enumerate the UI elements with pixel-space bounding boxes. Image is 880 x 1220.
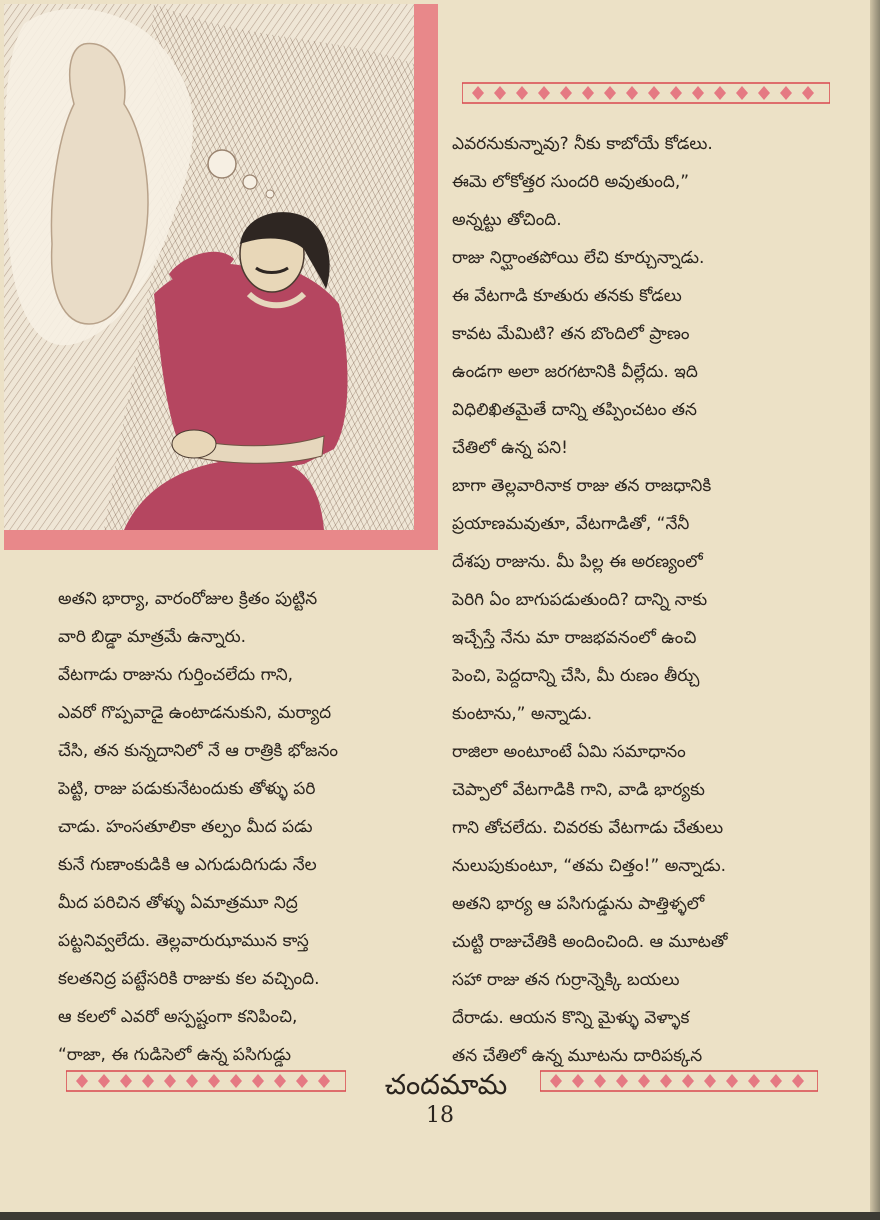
text-line: చుట్టి రాజుచేతికి అందించింది. ఆ మూటతో (452, 932, 728, 952)
text-line: ఎవరనుకున్నావు? నీకు కాబోయే కోడలు. (452, 134, 713, 154)
text-line: తన చేతిలో ఉన్న మూటను దారిపక్కన (452, 1046, 703, 1066)
text-line: ఇచ్చేస్తే నేను మా రాజభవనంలో ఉంచి (452, 628, 697, 648)
decorative-border-footer-right (540, 1070, 818, 1092)
text-line: రాజిలా అంటూంటే ఏమి సమాధానం (452, 742, 686, 762)
text-line: సహా రాజు తన గుర్రాన్నెక్కి బయలు (452, 970, 680, 990)
text-line: వేటగాడు రాజును గుర్తించలేదు గాని, (58, 665, 294, 685)
text-line: ఆ కలలో ఎవరో అస్పష్టంగా కనిపించి, (58, 1007, 298, 1027)
text-line: రాజు నిర్ఘాంతపోయి లేచి కూర్చున్నాడు. (452, 248, 705, 268)
text-line: పట్టనివ్వలేదు. తెల్లవారుఝామున కాస్త (58, 931, 309, 951)
decorative-border-top (462, 82, 830, 104)
text-line: చేసి, తన కున్నదానిలో నే ఆ రాత్రికి భోజనం (58, 741, 339, 761)
text-line: కావట మేమిటి? తన బొందిలో ప్రాణం (452, 324, 690, 344)
text-line: విధిలిఖితమైతే దాన్ని తప్పించటం తన (452, 400, 697, 420)
page-edge-shadow (870, 0, 880, 1220)
text-line: అతని భార్య ఆ పసిగుడ్డును పాత్తిళ్ళలో (452, 894, 705, 914)
left-text-column (58, 580, 438, 1074)
decorative-border-footer-left (66, 1070, 346, 1092)
text-line: దేరాడు. ఆయన కొన్ని మైళ్ళు వెళ్ళాక (452, 1008, 690, 1028)
magazine-title: చందమామ (384, 1068, 508, 1101)
text-line: అతని భార్యా, వారంరోజుల క్రితం పుట్టిన (58, 589, 318, 609)
text-line: దేశపు రాజును. మీ పిల్ల ఈ అరణ్యంలో (452, 552, 703, 572)
text-line: ఈ వేటగాడి కూతురు తనకు కోడలు (452, 286, 682, 306)
right-text-column (452, 125, 857, 1075)
text-line: వారి బిడ్డా మాత్రమే ఉన్నారు. (58, 627, 247, 647)
text-line: మీద పరిచిన తోళ్ళు ఏమాత్రమూ నిద్ర (58, 893, 298, 913)
text-line: ఎవరో గొప్పవాడై ఉంటాడనుకుని, మర్యాద (58, 703, 332, 723)
page-number: 18 (426, 1103, 454, 1128)
text-line: కుంటాను,” అన్నాడు. (452, 704, 593, 724)
text-line: చెప్పాలో వేటగాడికి గాని, వాడి భార్యకు (452, 780, 705, 800)
text-line: “రాజా, ఈ గుడిసెలో ఉన్న పసిగుడ్డు (58, 1045, 292, 1065)
text-line: ఈమె లోకోత్తర సుందరి అవుతుంది,” (452, 172, 690, 192)
story-illustration (4, 4, 438, 550)
text-line: ప్రయాణమవుతూ, వేటగాడితో, “నేనీ (452, 514, 690, 534)
text-line: పెరిగి ఏం బాగుపడుతుంది? దాన్ని నాకు (452, 590, 708, 610)
sleeping-king-illustration-icon (4, 4, 438, 550)
text-line: పెంచి, పెద్దదాన్ని చేసి, మీ రుణం తీర్చు (452, 666, 700, 686)
text-line: అన్నట్టు తోచింది. (452, 210, 562, 230)
text-line: చాడు. హంసతూలికా తల్పం మీద పడు (58, 817, 313, 837)
text-line: కలతనిద్ర పట్టేసరికి రాజుకు కల వచ్చింది. (58, 969, 320, 989)
text-line: నులుపుకుంటూ, “తమ చిత్తం!” అన్నాడు. (452, 856, 727, 876)
text-line: కునే గుణాంకుడికి ఆ ఎగుడుదిగుడు నేల (58, 855, 317, 875)
text-line: బాగా తెల్లవారినాక రాజు తన రాజధానికి (452, 476, 712, 496)
text-line: చేతిలో ఉన్న పని! (452, 438, 568, 458)
text-line: ఉండగా అలా జరగటానికి వీల్లేదు. ఇది (452, 362, 698, 382)
page-bottom-edge (0, 1212, 880, 1220)
text-line: పెట్టి, రాజు పడుకునేటందుకు తోళ్ళు పరి (58, 779, 316, 799)
text-line: గాని తోచలేదు. చివరకు వేటగాడు చేతులు (452, 818, 724, 838)
